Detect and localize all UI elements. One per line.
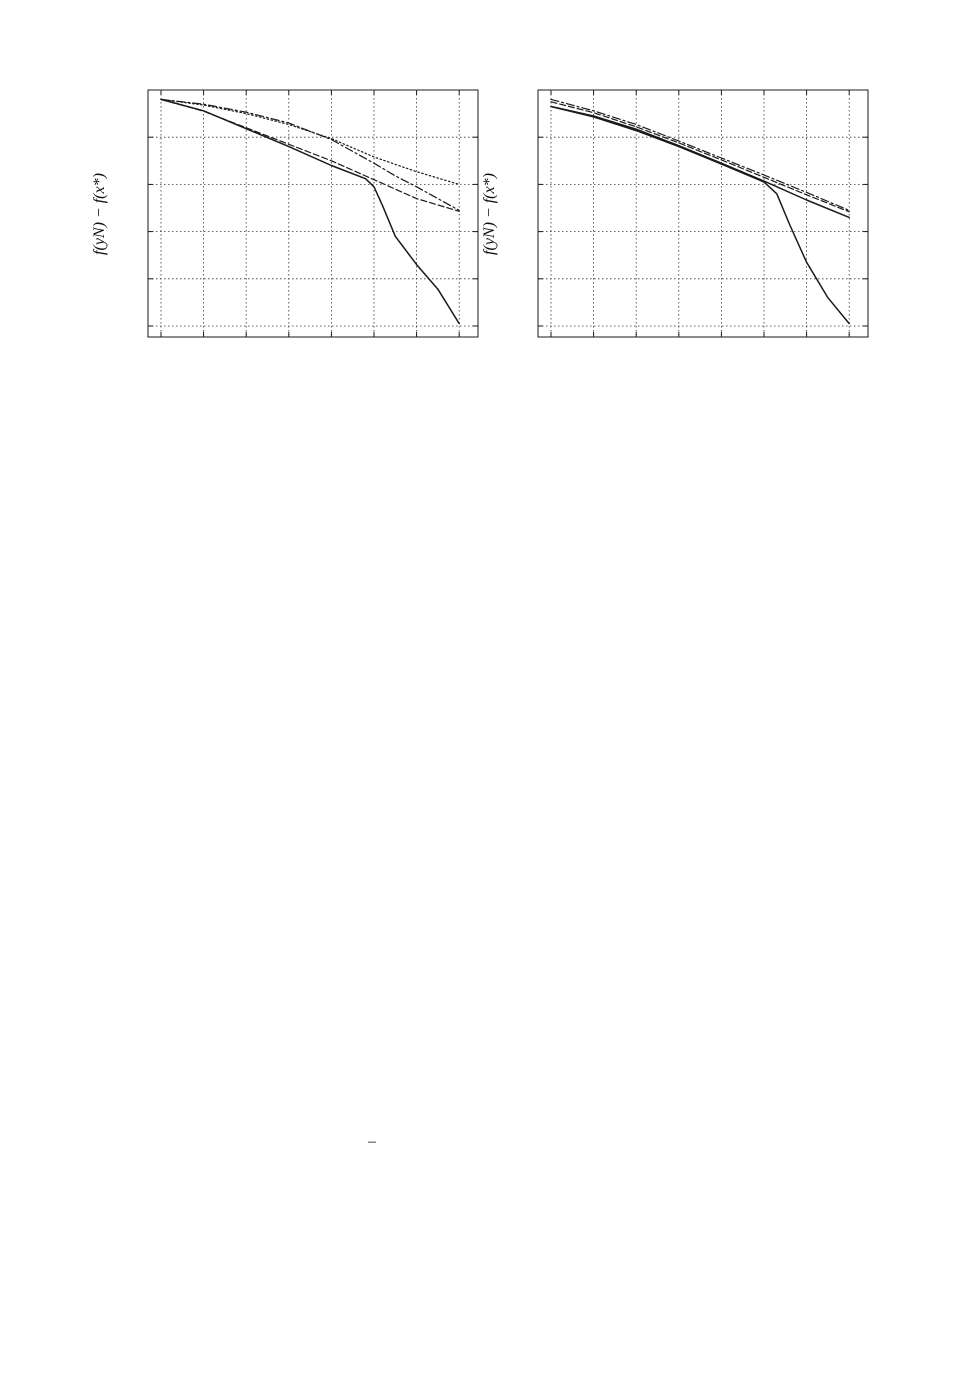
left-chart-frame: [148, 90, 478, 337]
right-chart-ylabel: f(yN) − f(x*): [481, 172, 498, 255]
left-chart-series-1-solid-line: [161, 99, 459, 323]
right-chart-series-2-solid-line: [551, 107, 849, 218]
stray-dash-glyph: –: [368, 1133, 376, 1150]
left-chart-ylabel: f(yN) − f(x*): [91, 172, 108, 255]
right-chart-frame: [538, 90, 868, 337]
left-chart-series-3-dashdot-line: [161, 99, 459, 210]
right-chart-series-1-solid-line: [551, 107, 849, 324]
